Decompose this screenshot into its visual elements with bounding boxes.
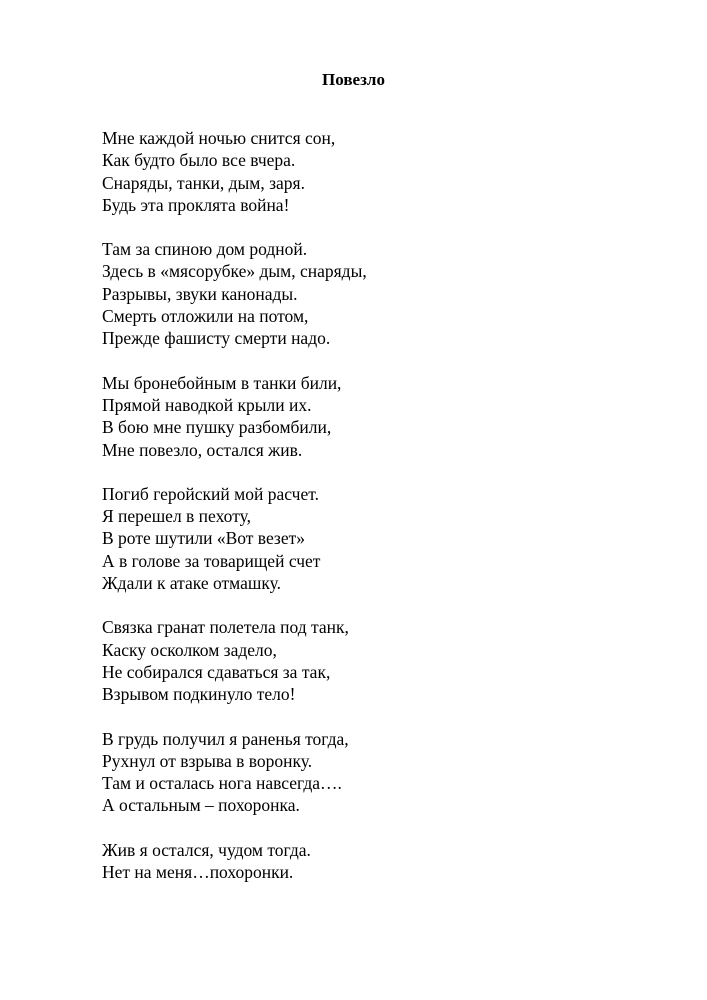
- poem-line: Я перешел в пехоту,: [102, 506, 251, 527]
- stanza-2: [102, 238, 662, 349]
- poem-line: Не собирался сдаваться за так,: [102, 661, 331, 682]
- poem-line: В роте шутили «Вот везет»: [102, 528, 306, 549]
- stanza-6: [102, 728, 662, 817]
- poem-line: Мне повезло, остался жив.: [102, 439, 303, 460]
- poem-line: А остальным – похоронка.: [102, 795, 300, 816]
- poem-line: Мы бронебойным в танки били,: [102, 372, 342, 393]
- poem-line: Снаряды, танки, дым, заря.: [102, 172, 305, 193]
- poem-line: Мне каждой ночью снится сон,: [102, 128, 336, 148]
- stanza-3: [102, 372, 662, 461]
- poem-line: Каску осколком задело,: [102, 639, 277, 660]
- poem-line: Нет на меня…похоронки.: [102, 862, 294, 883]
- poem-line: Рухнул от взрыва в воронку.: [102, 750, 313, 771]
- poem-line: Здесь в «мясорубке» дым, снаряды,: [102, 261, 367, 282]
- poem-line: Там за спиною дом родной.: [102, 239, 308, 260]
- poem-line: Прямой наводкой крыли их.: [102, 394, 312, 415]
- poem-title: Повезло: [322, 70, 385, 89]
- poem-line: В бою мне пушку разбомбили,: [102, 417, 332, 438]
- poem-line: Взрывом подкинуло тело!: [102, 684, 296, 705]
- poem-body: [102, 127, 662, 905]
- stanza-4: [102, 483, 662, 594]
- poem-line: Погиб геройский мой расчет.: [102, 483, 319, 504]
- poem-line: Смерть отложили на потом,: [102, 306, 309, 327]
- poem-line: Прежде фашисту смерти надо.: [102, 328, 331, 349]
- poem-line: Как будто было все вчера.: [102, 150, 296, 171]
- poem-line: Будь эта проклята война!: [102, 194, 290, 215]
- poem-line: Разрывы, звуки канонады.: [102, 283, 298, 304]
- stanza-5: [102, 616, 662, 705]
- poem-line: Там и осталась нога навсегда….: [102, 773, 342, 794]
- poem-line: Ждали к атаке отмашку.: [102, 573, 281, 594]
- poem-line: В грудь получил я раненья тогда,: [102, 728, 349, 749]
- stanza-7: [102, 839, 662, 884]
- poem-line: Связка гранат полетела под танк,: [102, 617, 349, 638]
- poem-line: Жив я остался, чудом тогда.: [102, 839, 311, 860]
- poem-line: А в голове за товарищей счет: [102, 550, 321, 571]
- stanza-1: [102, 127, 662, 216]
